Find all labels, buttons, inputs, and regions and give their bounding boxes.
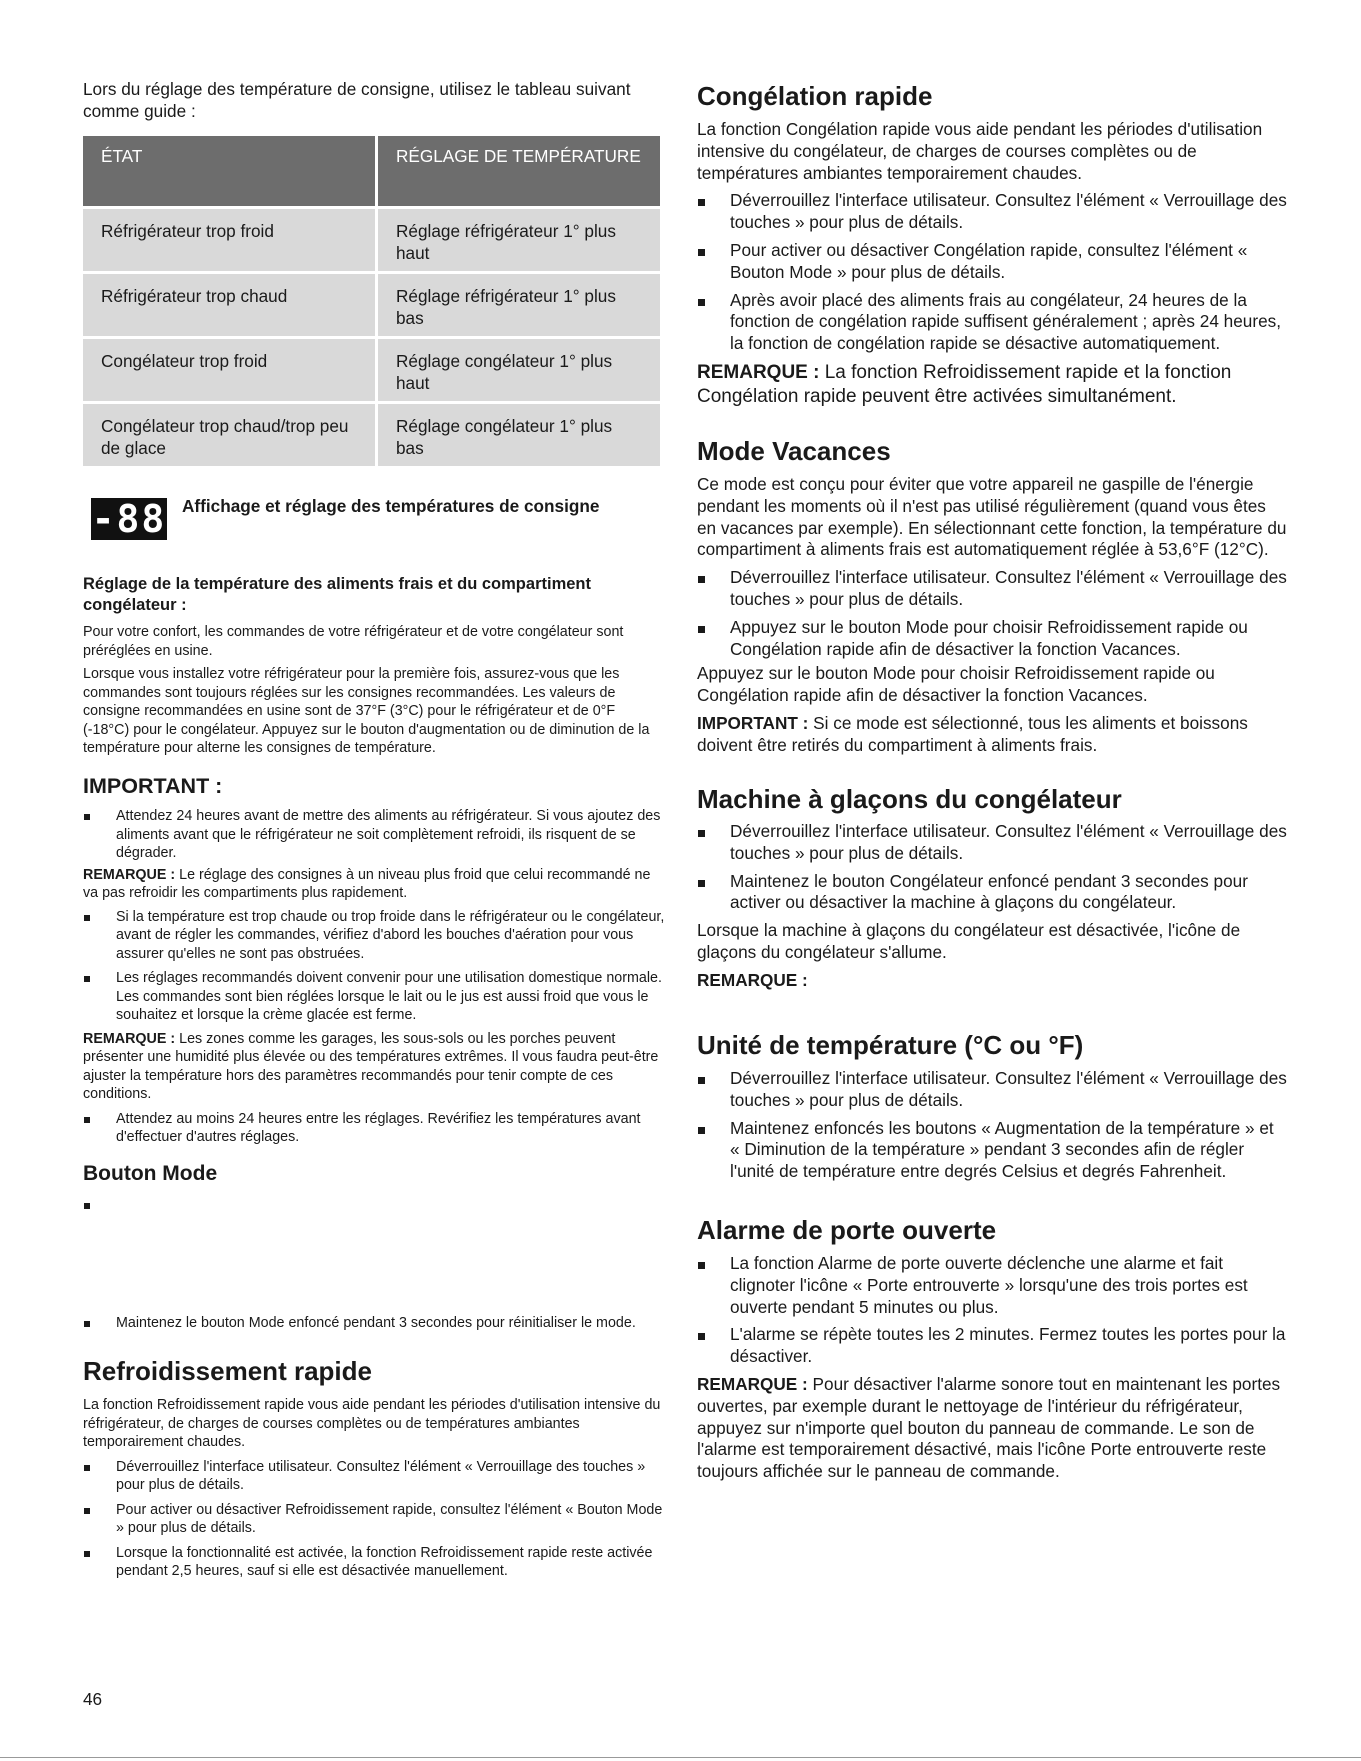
vacances-paragraph: Ce mode est conçu pour éviter que votre appareil ne gaspille de l'énergie pendant les moments où il n'est pas utilisé régulièrement (quand vous êtes en vacances par exemple). En sélectionnant cette fonction, la température du compartiment à aliments frais est automatiquement réglée à 53,6°F (12°C). <box>697 474 1287 560</box>
display-heading: Affichage et réglage des températures de consigne <box>182 496 600 516</box>
important-label: IMPORTANT : <box>697 712 809 733</box>
list-item: Déverrouillez l'interface utilisateur. Consultez l'élément « Verrouillage des touches » pour plus de détails. <box>83 1458 665 1495</box>
table-cell: Congélateur trop chaud/trop peu de glace <box>83 404 375 466</box>
table-row <box>83 339 660 401</box>
page-number: 46 <box>83 1689 103 1709</box>
important-heading: IMPORTANT : <box>83 774 223 798</box>
intro-text: Lors du réglage des température de consigne, utilisez le tableau suivant comme guide : <box>83 79 631 121</box>
list-item: La fonction Alarme de porte ouverte déclenche une alarme et fait clignoter l'icône « Porte entrouverte » lorsqu'une des trois portes est ouverte pendant 5 minutes ou plus. <box>697 1253 1287 1318</box>
page-bottom-rule <box>0 1757 1361 1758</box>
table-row <box>83 404 660 466</box>
list-item: Déverrouillez l'interface utilisateur. Consultez l'élément « Verrouillage des touches » pour plus de détails. <box>697 821 1287 865</box>
table-cell: Réglage congélateur 1° plus bas <box>378 404 660 466</box>
table-cell: Réfrigérateur trop chaud <box>83 274 375 336</box>
vacances-paragraph-2: Appuyez sur le bouton Mode pour choisir Refroidissement rapide ou Congélation rapide afin de désactiver la fonction Vacances. <box>697 663 1215 706</box>
unite-section <box>697 1068 1287 1183</box>
temperature-guide-table <box>80 133 663 469</box>
table-cell: Congélateur trop froid <box>83 339 375 401</box>
list-item: Appuyez sur le bouton Mode pour choisir Refroidissement rapide ou Congélation rapide afin de désactiver la fonction Vacances. <box>697 617 1287 661</box>
fresh-paragraph-1: Pour votre confort, les commandes de votre réfrigérateur et de votre congélateur sont préréglées en usine. <box>83 624 624 659</box>
congel-paragraph: La fonction Congélation rapide vous aide pendant les périodes d'utilisation intensive du congélateur, de charges de courses complètes ou de températures ambiantes temporairement chaudes. <box>697 119 1263 183</box>
alarme-section <box>697 1253 1287 1483</box>
alarme-note <box>697 1374 1287 1483</box>
note-label: REMARQUE : <box>83 1030 176 1047</box>
table-row <box>83 209 660 271</box>
alarme-heading: Alarme de porte ouverte <box>697 1215 997 1245</box>
fresh-paragraph-2: Lorsque vous installez votre réfrigérateur pour la première fois, assurez-vous que les commandes sont toujours réglées sur les consignes recommandées. Les valeurs de consigne recommandées en usine sont de 37°F (3°C) pour le réfrigérateur et de 0°F (-18°C) pour le congélateur. Appuyez sur le bouton d'augmentation ou de diminution de la température pour alterne les consignes de température. <box>83 666 650 756</box>
list-item: Déverrouillez l'interface utilisateur. Consultez l'élément « Verrouillage des touches » pour plus de détails. <box>697 1068 1287 1112</box>
list-item: L'alarme se répète toutes les 2 minutes. Fermez toutes les portes pour la désactiver. <box>697 1324 1287 1368</box>
table-header-reglage: RÉGLAGE DE TEMPÉRATURE <box>378 136 660 206</box>
note-text: Le réglage des consignes à un niveau plus froid que celui recommandé ne va pas refroidir les compartiments plus rapidement. <box>83 866 651 901</box>
note-label: REMARQUE : <box>83 866 176 883</box>
table-cell: Réglage réfrigérateur 1° plus haut <box>378 209 660 271</box>
list-item: Les réglages recommandés doivent convenir pour une utilisation domestique normale. Les commandes sont bien réglées lorsque le lait ou le jus est aussi froid que vous le souhaitez et lorsque la crème glacée est ferme. <box>83 969 665 1025</box>
table-header-row <box>83 136 660 206</box>
note-label: REMARQUE : <box>697 1373 808 1394</box>
mode-heading: Bouton Mode <box>83 1162 218 1185</box>
list-item: Déverrouillez l'interface utilisateur. Consultez l'élément « Verrouillage des touches » pour plus de détails. <box>697 190 1287 234</box>
mode-section <box>83 1314 665 1333</box>
list-item: Attendez au moins 24 heures entre les réglages. Revérifiez les températures avant d'effectuer d'autres réglages. <box>83 1110 665 1147</box>
table-header-etat: ÉTAT <box>83 136 375 206</box>
note-1 <box>83 866 665 903</box>
list-item: Maintenez le bouton Congélateur enfoncé pendant 3 secondes pour activer ou désactiver la machine à glaçons du congélateur. <box>697 871 1287 915</box>
note-text: La fonction Refroidissement rapide et la fonction Congélation rapide peuvent être activées simultanément. <box>697 361 1232 407</box>
empty-bullet <box>83 1196 665 1215</box>
fresh-heading: Réglage de la température des aliments frais et du compartiment congélateur : <box>83 575 591 614</box>
vacances-section <box>697 474 1287 757</box>
table-cell: Réglage congélateur 1° plus haut <box>378 339 660 401</box>
temperature-display-icon: -88 <box>91 497 167 541</box>
list-item: Pour activer ou désactiver Refroidissement rapide, consultez l'élément « Bouton Mode » pour plus de détails. <box>83 1501 665 1538</box>
list-item: Après avoir placé des aliments frais au congélateur, 24 heures de la fonction de congélation rapide suffisent généralement ; après 24 heures, la fonction de congélation rapide se désactive automatiquement. <box>697 290 1287 355</box>
note-text: Pour désactiver l'alarme sonore tout en maintenant les portes ouvertes, par exemple durant le nettoyage de l'intérieur du réfrigérateur, appuyez sur n'importe quel bouton du panneau de commande. Le son de l'alarme est temporairement désactivé, mais l'icône Porte entrouverte reste toujours affichée sur le panneau de commande. <box>697 1373 1281 1482</box>
congel-section <box>697 119 1287 409</box>
refroid-section <box>83 1396 665 1581</box>
vacances-heading: Mode Vacances <box>697 436 891 466</box>
important-text: Si ce mode est sélectionné, tous les aliments et boissons doivent être retirés du compartiment à aliments frais. <box>697 712 1248 755</box>
congel-heading: Congélation rapide <box>697 81 933 111</box>
list-item: Pour activer ou désactiver Congélation rapide, consultez l'élément « Bouton Mode » pour plus de détails. <box>697 240 1287 284</box>
note-label: REMARQUE : <box>697 361 820 383</box>
list-item: Lorsque la fonctionnalité est activée, la fonction Refroidissement rapide reste activée pendant 2,5 heures, sauf si elle est désactivée manuellement. <box>83 1544 665 1581</box>
glacons-paragraph: Lorsque la machine à glaçons du congélateur est désactivée, l'icône de glaçons du congélateur s'allume. <box>697 920 1241 962</box>
glacons-heading: Machine à glaçons du congélateur <box>697 784 1122 814</box>
refroid-paragraph: La fonction Refroidissement rapide vous aide pendant les périodes d'utilisation intensive du réfrigérateur, de charges de courses complètes ou de températures ambiantes temporairement chaudes. <box>83 1397 661 1450</box>
glacons-note: REMARQUE : <box>697 969 808 990</box>
fresh-section <box>83 623 665 758</box>
refroid-heading: Refroidissement rapide <box>83 1356 372 1386</box>
note-text: Les zones comme les garages, les sous-sols ou les porches peuvent présenter une humidité plus élevée ou des températures extrêmes. Il vous faudra peut-être ajuster la température hors des paramètres recommandés pour tenir compte de ces conditions. <box>83 1030 659 1102</box>
list-item: Déverrouillez l'interface utilisateur. Consultez l'élément « Verrouillage des touches » pour plus de détails. <box>697 567 1287 611</box>
list-item: Attendez 24 heures avant de mettre des aliments au réfrigérateur. Si vous ajoutez des aliments avant que le réfrigérateur ne soit complètement refroidi, ils risquent de se dégrader. <box>83 807 665 863</box>
table-cell: Réglage réfrigérateur 1° plus bas <box>378 274 660 336</box>
list-item: Maintenez enfoncés les boutons « Augmentation de la température » et « Diminution de la température » pendant 3 secondes afin de régler l'unité de température entre degrés Celsius et degrés Fahrenheit. <box>697 1118 1287 1183</box>
unite-heading: Unité de température (°C ou °F) <box>697 1030 1084 1060</box>
glacons-section <box>697 821 1287 992</box>
congel-note <box>697 361 1287 409</box>
table-cell: Réfrigérateur trop froid <box>83 209 375 271</box>
list-item: Maintenez le bouton Mode enfoncé pendant 3 secondes pour réinitialiser le mode. <box>83 1314 665 1333</box>
table-row <box>83 274 660 336</box>
list-item: Si la température est trop chaude ou trop froide dans le réfrigérateur ou le congélateur, avant de régler les commandes, vérifiez d'abord les bouches d'aération pour vous assurer qu'elles ne sont pas obstruées. <box>83 908 665 964</box>
note-2 <box>83 1030 665 1104</box>
vacances-important <box>697 713 1287 757</box>
important-section <box>83 807 665 1147</box>
